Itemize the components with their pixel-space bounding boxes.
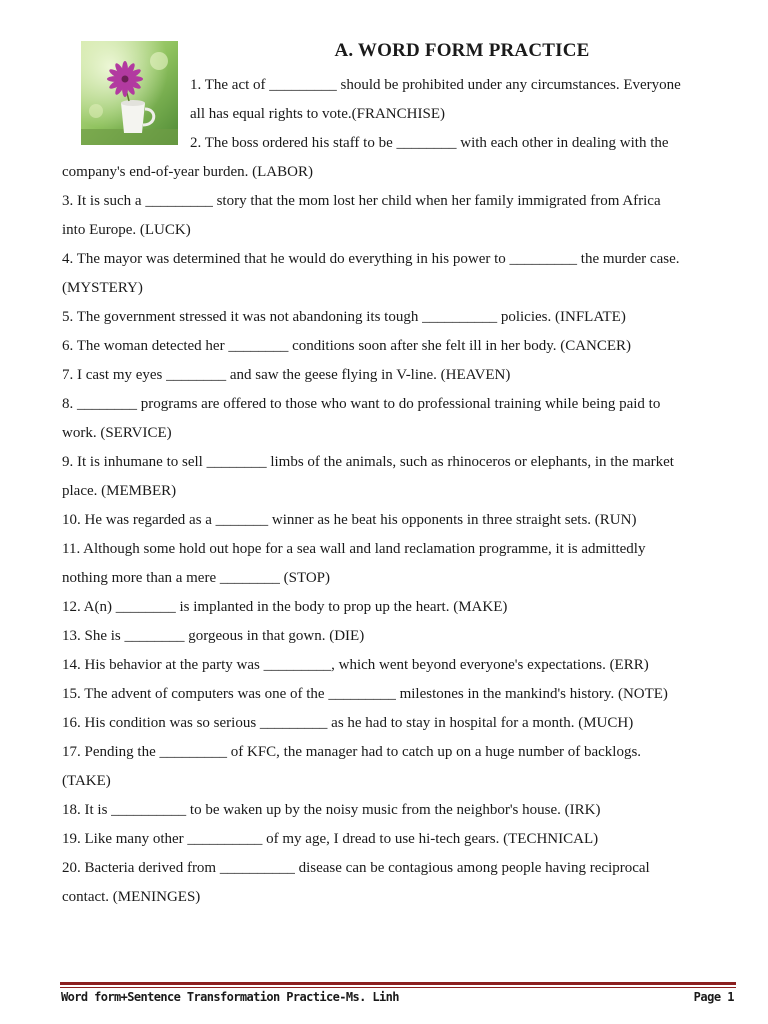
question-8-line-2: work. (SERVICE) — [62, 425, 172, 441]
question-9-line-1: 9. It is inhumane to sell ________ limbs of the animals, such as rhinoceros or elephants, in the market — [62, 454, 674, 470]
question-17-line-2: (TAKE) — [62, 773, 111, 789]
question-16: 16. His condition was so serious _________ as he had to stay in hospital for a month. (MUCH) — [62, 715, 634, 731]
question-13: 13. She is ________ gorgeous in that gown. (DIE) — [62, 628, 365, 644]
question-19: 19. Like many other __________ of my age, I dread to use hi-tech gears. (TECHNICAL) — [62, 831, 599, 847]
question-3-line-2: into Europe. (LUCK) — [62, 222, 191, 238]
flower-cup-photo — [81, 41, 178, 145]
question-14: 14. His behavior at the party was _________, which went beyond everyone's expectations. (ERR) — [62, 657, 649, 673]
question-7: 7. I cast my eyes ________ and saw the geese flying in V-line. (HEAVEN) — [62, 367, 511, 383]
question-18: 18. It is __________ to be waken up by the noisy music from the neighbor's house. (IRK) — [62, 802, 601, 818]
question-10: 10. He was regarded as a _______ winner as he beat his opponents in three straight sets. (RUN) — [62, 512, 637, 528]
question-3-line-1: 3. It is such a _________ story that the mom lost her child when her family immigrated from Africa — [62, 193, 661, 209]
worksheet-title: A. WORD FORM PRACTICE — [334, 40, 590, 61]
question-9-line-2: place. (MEMBER) — [62, 483, 177, 499]
question-6: 6. The woman detected her ________ conditions soon after she felt ill in her body. (CANCER) — [62, 338, 632, 354]
question-11-line-1: 11. Although some hold out hope for a sea wall and land reclamation programme, it is admittedly — [62, 541, 646, 557]
question-2-line-2: company's end-of-year burden. (LABOR) — [62, 164, 313, 180]
question-20-line-2: contact. (MENINGES) — [62, 889, 201, 905]
question-4-line-2: (MYSTERY) — [62, 280, 143, 296]
question-11-line-2: nothing more than a mere ________ (STOP) — [62, 570, 331, 586]
page-number: Page 1 — [693, 990, 734, 1004]
question-20-line-1: 20. Bacteria derived from __________ disease can be contagious among people having reciprocal — [62, 860, 650, 876]
question-2-line-1: 2. The boss ordered his staff to be ________ with each other in dealing with the — [190, 135, 669, 151]
footer-divider-thick — [60, 982, 736, 985]
question-5: 5. The government stressed it was not abandoning its tough __________ policies. (INFLATE) — [62, 309, 626, 325]
footer-title: Word form+Sentence Transformation Practice-Ms. Linh — [61, 990, 399, 1004]
question-8-line-1: 8. ________ programs are offered to those who want to do professional training while being paid to — [62, 396, 661, 412]
footer-divider-thin — [60, 987, 736, 988]
question-1-line-2: all has equal rights to vote.(FRANCHISE) — [190, 106, 445, 122]
question-17-line-1: 17. Pending the _________ of KFC, the manager had to catch up on a huge number of backlogs. — [62, 744, 642, 760]
question-15: 15. The advent of computers was one of the _________ milestones in the mankind's history. (NOTE) — [62, 686, 668, 702]
question-1-line-1: 1. The act of _________ should be prohibited under any circumstances. Everyone — [190, 77, 681, 93]
question-4-line-1: 4. The mayor was determined that he would do everything in his power to _________ the murder case. — [62, 251, 680, 267]
question-12: 12. A(n) ________ is implanted in the body to prop up the heart. (MAKE) — [62, 599, 508, 615]
